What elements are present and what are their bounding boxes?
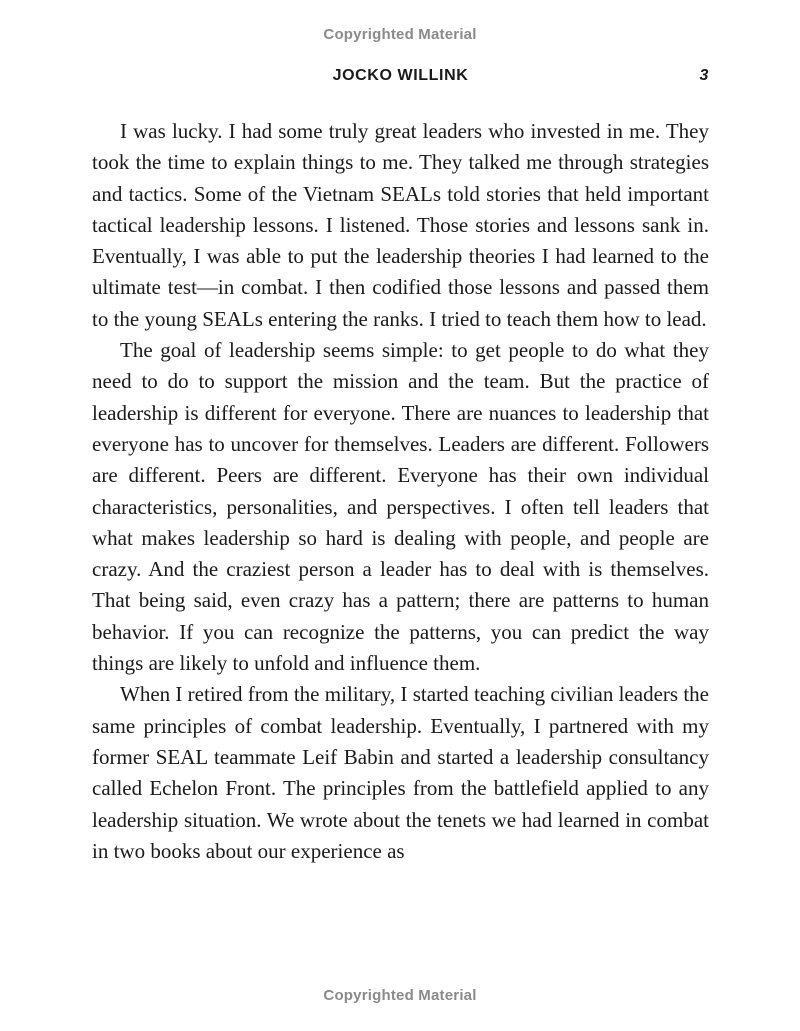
copyright-watermark-bottom: Copyrighted Material bbox=[323, 987, 477, 1004]
running-header bbox=[92, 67, 709, 91]
paragraph: The goal of leadership seems simple: to get people to do what they need to do to support the mission and the team. But the practice of leadership is different for everyone. There are nuances to leadership that everyone has to uncover for themselves. Leaders are different. Followers are different. Peers are different. Everyone has their own individual characteristics, personalities, and perspectives. I often tell leaders that what makes leadership so hard is dealing with people, and people are crazy. And the craziest person a leader has to deal with is themselves. That being said, even crazy has a pattern; there are patterns to human behavior. If you can recognize the patterns, you can predict the way things are likely to unfold and influence them. bbox=[92, 338, 709, 676]
body-text bbox=[92, 116, 709, 867]
page-number: 3 bbox=[699, 67, 709, 84]
copyright-watermark-top: Copyrighted Material bbox=[323, 26, 477, 43]
paragraph: When I retired from the military, I started teaching civilian leaders the same principles of combat leadership. Eventually, I partnered with my former SEAL teammate Leif Babin and started a leadership consultancy called Echelon Front. The principles from the battlefield applied to any leadership situation. We wrote about the tenets we had learned in combat in two books about our experience as bbox=[92, 682, 709, 863]
paragraph: I was lucky. I had some truly great leaders who invested in me. They took the time to explain things to me. They talked me through strategies and tactics. Some of the Vietnam SEALs told stories that held important tactical leadership lessons. I listened. Those stories and lessons sank in. Eventually, I was able to put the leadership theories I had learned to the ultimate test—in combat. I then codified those lessons and passed them to the young SEALs entering the ranks. I tried to teach them how to lead. bbox=[92, 119, 709, 331]
author-name: JOCKO WILLINK bbox=[332, 67, 469, 84]
